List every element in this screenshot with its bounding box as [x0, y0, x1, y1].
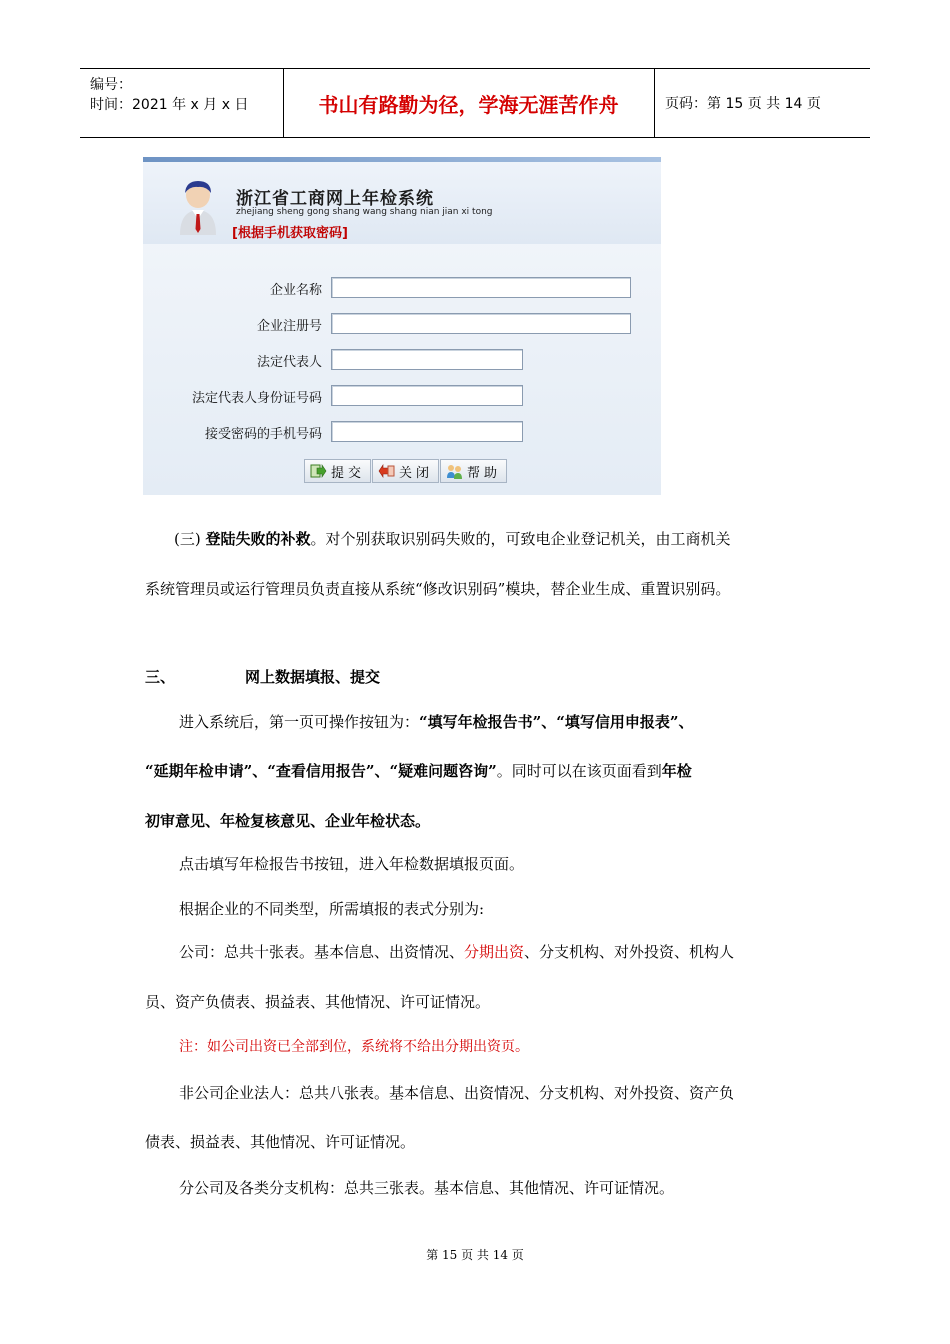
- header-motto: 书山有路勤为径，学海无涯苦作舟: [318, 92, 619, 117]
- phone-label: 接受密码的手机号码: [204, 427, 322, 442]
- login-screenshot: [143, 157, 661, 495]
- submit-arrow-icon: [310, 463, 327, 479]
- legal-rep-input[interactable]: [331, 349, 523, 370]
- code-label: 编号：: [90, 77, 132, 93]
- phone-input[interactable]: [331, 421, 523, 442]
- paragraph-click: 点击填写年检报告书按钮，进入年检数据填报页面。: [179, 855, 525, 873]
- help-users-icon: [446, 463, 463, 479]
- legal-rep-id-label: 法定代表人身份证号码: [191, 391, 322, 406]
- paragraph-noncompany-cont: 债表、损益表、其他情况、许可证情况。: [145, 1133, 416, 1151]
- reg-number-input[interactable]: [331, 313, 631, 334]
- company-name-label: 企业名称: [269, 283, 322, 298]
- paragraph-remedy-cont: 系统管理员或运行管理员负责直接从系统“修改识别码”模块，替企业生成、重置识别码。: [145, 580, 731, 598]
- section-3-number: 三、: [145, 668, 176, 686]
- paragraph-types: 根据企业的不同类型，所需填报的表式分别为:: [179, 900, 485, 918]
- reg-number-label: 企业注册号: [256, 319, 322, 334]
- annual-check-bold: 年检: [661, 762, 692, 780]
- help-label: 帮助: [467, 465, 502, 481]
- buttons-note: 。同时可以在该页面看到: [496, 762, 662, 780]
- remedy-number: (三): [174, 530, 206, 548]
- close-label: 关闭: [399, 465, 434, 481]
- paragraph-noncompany: 非公司企业法人：总共八张表。基本信息、出资情况、分支机构、对外投资、资产负: [179, 1084, 735, 1102]
- buttons-list-2: “延期年检申请”、“查看信用报告”、“疑难问题咨询”: [145, 762, 497, 780]
- close-arrow-icon: [378, 463, 395, 479]
- paragraph-buttons-cont: [145, 760, 692, 782]
- paragraph-company-cont: 员、资产负债表、损益表、其他情况、许可证情况。: [145, 993, 491, 1011]
- note-red: 注：如公司出资已全部到位，系统将不给出分期出资页。: [179, 1039, 529, 1055]
- remedy-heading: 登陆失败的补救: [205, 530, 311, 548]
- buttons-intro: 进入系统后，第一页可操作按钮为：: [179, 713, 420, 731]
- buttons-list-1: “填写年检报告书”、“填写信用申报表”、: [419, 713, 694, 731]
- submit-label: 提交: [331, 465, 366, 481]
- system-subtitle: [根据手机获取密码]: [232, 226, 348, 241]
- close-button[interactable]: [372, 459, 439, 483]
- remedy-text: 。对个别获取识别码失败的，可致电企业登记机关，由工商机关: [310, 530, 731, 548]
- company-name-input[interactable]: [331, 277, 631, 298]
- page-header: [80, 68, 870, 138]
- system-pinyin: zhejiang sheng gong shang wang shang nian jian xi tong: [236, 207, 493, 217]
- installment-red: 分期出资: [464, 943, 525, 961]
- time-line: 时间：2021 年 x 月 x 日: [90, 97, 249, 113]
- divider: [654, 69, 655, 137]
- header-page-info: 页码：第 15 页 共 14 页: [665, 96, 821, 112]
- system-title: 浙江省工商网上年检系统: [236, 189, 434, 209]
- button-row: [304, 459, 508, 483]
- company-tables: 公司：总共十张表。基本信息、出资情况、: [179, 943, 465, 961]
- legal-rep-label: 法定代表人: [256, 355, 322, 370]
- page-footer: 第 15 页 共 14 页: [426, 1248, 524, 1262]
- help-button[interactable]: [440, 459, 507, 483]
- paragraph-buttons: [179, 711, 694, 733]
- paragraph-branch: 分公司及各类分支机构：总共三张表。基本信息、其他情况、许可证情况。: [179, 1179, 675, 1197]
- submit-button[interactable]: [304, 459, 371, 483]
- header-left: [90, 75, 248, 115]
- company-tables-rest: 、分支机构、对外投资、机构人: [524, 943, 735, 961]
- paragraph-status: 初审意见、年检复核意见、企业年检状态。: [145, 812, 431, 830]
- paragraph-company: [179, 941, 734, 963]
- paragraph-remedy: [174, 528, 731, 550]
- section-3-title: 网上数据填报、提交: [245, 668, 381, 686]
- user-avatar-icon: [178, 179, 218, 235]
- legal-rep-id-input[interactable]: [331, 385, 523, 406]
